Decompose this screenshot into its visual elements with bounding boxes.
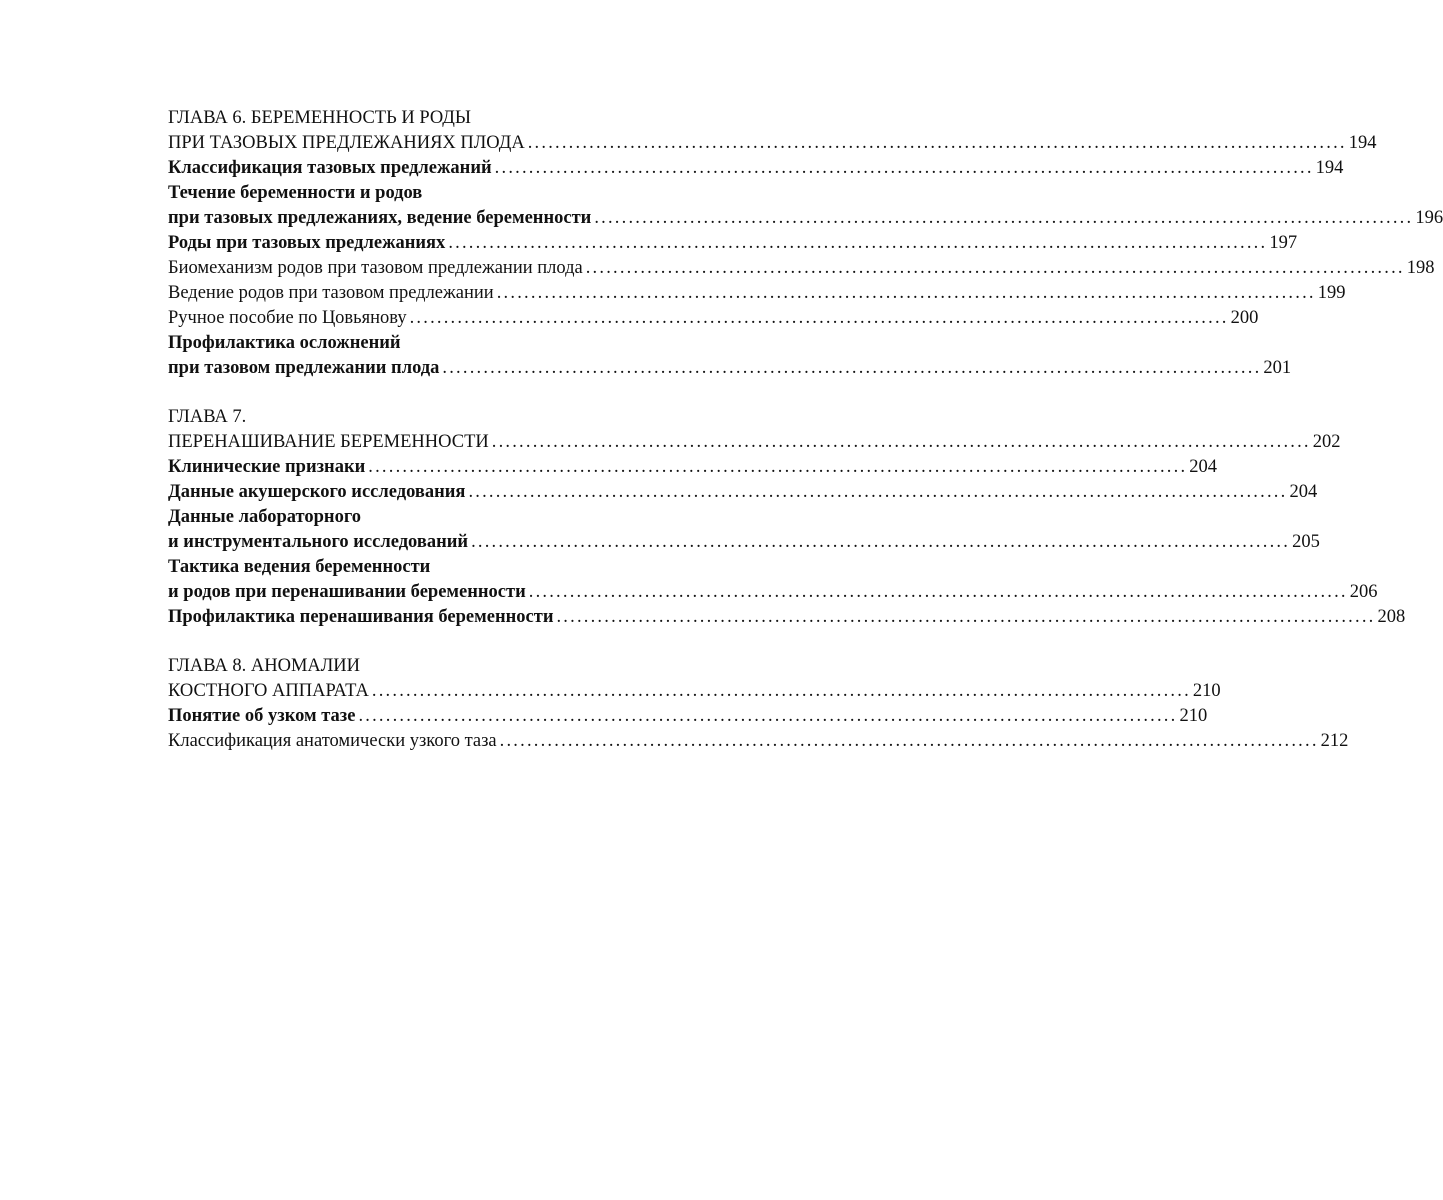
entry-title: ГЛАВА 6. БЕРЕМЕННОСТЬ И РОДЫ [168, 108, 472, 128]
table-of-contents [168, 106, 1443, 778]
dot-leader: ........................................................................................................................ [499, 731, 1319, 751]
entry-title: Профилактика перенашивания беременности [168, 607, 554, 627]
dot-leader: ........................................................................................................................ [368, 457, 1188, 477]
toc-entry [168, 156, 1344, 181]
chapter-8 [168, 654, 1349, 754]
dot-leader: ........................................................................................................................ [585, 258, 1405, 278]
chapter-7-heading-line-2 [168, 430, 1341, 455]
entry-title: ГЛАВА 7. [168, 407, 247, 427]
toc-entry [168, 505, 750, 530]
dot-leader: ........................................................................................................................ [468, 482, 1288, 502]
entry-title: Биомеханизм родов при тазовом предлежании плода [168, 258, 583, 278]
dot-leader: ........................................................................................................................ [371, 681, 1191, 701]
toc-entry [168, 306, 1259, 331]
toc-entry [168, 729, 1349, 754]
toc-entry [168, 231, 1298, 256]
entry-title: и родов при перенашивании беременности [168, 582, 526, 602]
chapter-8-heading-line-2 [168, 679, 1221, 704]
toc-entry [168, 605, 1406, 630]
page-number: 199 [1317, 283, 1346, 303]
toc-entry [168, 455, 1218, 480]
page-number: 205 [1292, 532, 1320, 552]
dot-leader: ........................................................................................................................ [594, 208, 1414, 228]
dot-leader: ........................................................................................................................ [358, 706, 1178, 726]
dot-leader: ........................................................................................................................ [491, 432, 1311, 452]
page-number: 196 [1415, 208, 1443, 228]
chapter-6-heading-line-2 [168, 131, 1377, 156]
dot-leader: ........................................................................................................................ [556, 607, 1376, 627]
page-number: 204 [1189, 457, 1218, 477]
entry-title: Ручное пособие по Цовьянову [168, 308, 407, 328]
entry-title: КОСТНОГО АППАРАТА [168, 681, 369, 701]
entry-title: ПЕРЕНАШИВАНИЕ БЕРЕМЕННОСТИ [168, 432, 489, 452]
toc-entry [168, 181, 750, 206]
entry-title: Течение беременности и родов [168, 183, 423, 203]
toc-entry [168, 704, 1208, 729]
dot-leader: ........................................................................................................................ [494, 158, 1314, 178]
dot-leader: ........................................................................................................................ [448, 233, 1268, 253]
entry-title: Клинические признаки [168, 457, 366, 477]
page-number: 210 [1192, 681, 1221, 701]
toc-entry [168, 331, 750, 356]
page-number: 194 [1315, 158, 1344, 178]
entry-title: при тазовом предлежании плода [168, 358, 440, 378]
entry-title: при тазовых предлежаниях, ведение беременности [168, 208, 592, 228]
page-number: 212 [1320, 731, 1349, 751]
page-number: 202 [1312, 432, 1341, 452]
toc-entry [168, 356, 1292, 381]
toc-entry [168, 555, 750, 580]
toc-entry [168, 480, 1318, 505]
dot-leader: ........................................................................................................................ [409, 308, 1229, 328]
toc-entry [168, 256, 1435, 281]
dot-leader: ........................................................................................................................ [442, 358, 1262, 378]
entry-title: Тактика ведения беременности [168, 557, 431, 577]
page-number: 204 [1289, 482, 1318, 502]
page-number: 210 [1179, 706, 1208, 726]
entry-title: Классификация анатомически узкого таза [168, 731, 497, 751]
entry-title: Ведение родов при тазовом предлежании [168, 283, 494, 303]
entry-title: ГЛАВА 8. АНОМАЛИИ [168, 656, 361, 676]
dot-leader: ........................................................................................................................ [528, 582, 1348, 602]
dot-leader: ........................................................................................................................ [496, 283, 1316, 303]
dot-leader: ........................................................................................................................ [471, 532, 1291, 552]
page-number: 208 [1377, 607, 1406, 627]
entry-title: ПРИ ТАЗОВЫХ ПРЕДЛЕЖАНИЯХ ПЛОДА [168, 133, 525, 153]
entry-title: Классификация тазовых предлежаний [168, 158, 492, 178]
chapter-6-heading-line-1 [168, 106, 750, 131]
chapter-7 [168, 405, 1406, 630]
entry-title: Данные акушерского исследования [168, 482, 466, 502]
chapter-6 [168, 106, 1443, 381]
chapter-8-heading-line-1 [168, 654, 750, 679]
page-number: 206 [1349, 582, 1378, 602]
entry-title: Роды при тазовых предлежаниях [168, 233, 446, 253]
page-number: 200 [1230, 308, 1259, 328]
page-number: 194 [1348, 133, 1377, 153]
toc-entry [168, 281, 1346, 306]
toc-entry [168, 580, 1378, 605]
page-number: 201 [1263, 358, 1292, 378]
page-number: 197 [1269, 233, 1298, 253]
entry-title: и инструментального исследований [168, 532, 469, 552]
entry-title: Профилактика осложнений [168, 333, 401, 353]
chapter-7-heading-line-1 [168, 405, 750, 430]
toc-entry [168, 206, 1443, 231]
entry-title: Данные лабораторного [168, 507, 362, 527]
page-number: 198 [1406, 258, 1435, 278]
toc-entry [168, 530, 1320, 555]
entry-title: Понятие об узком тазе [168, 706, 356, 726]
dot-leader: ........................................................................................................................ [527, 133, 1347, 153]
